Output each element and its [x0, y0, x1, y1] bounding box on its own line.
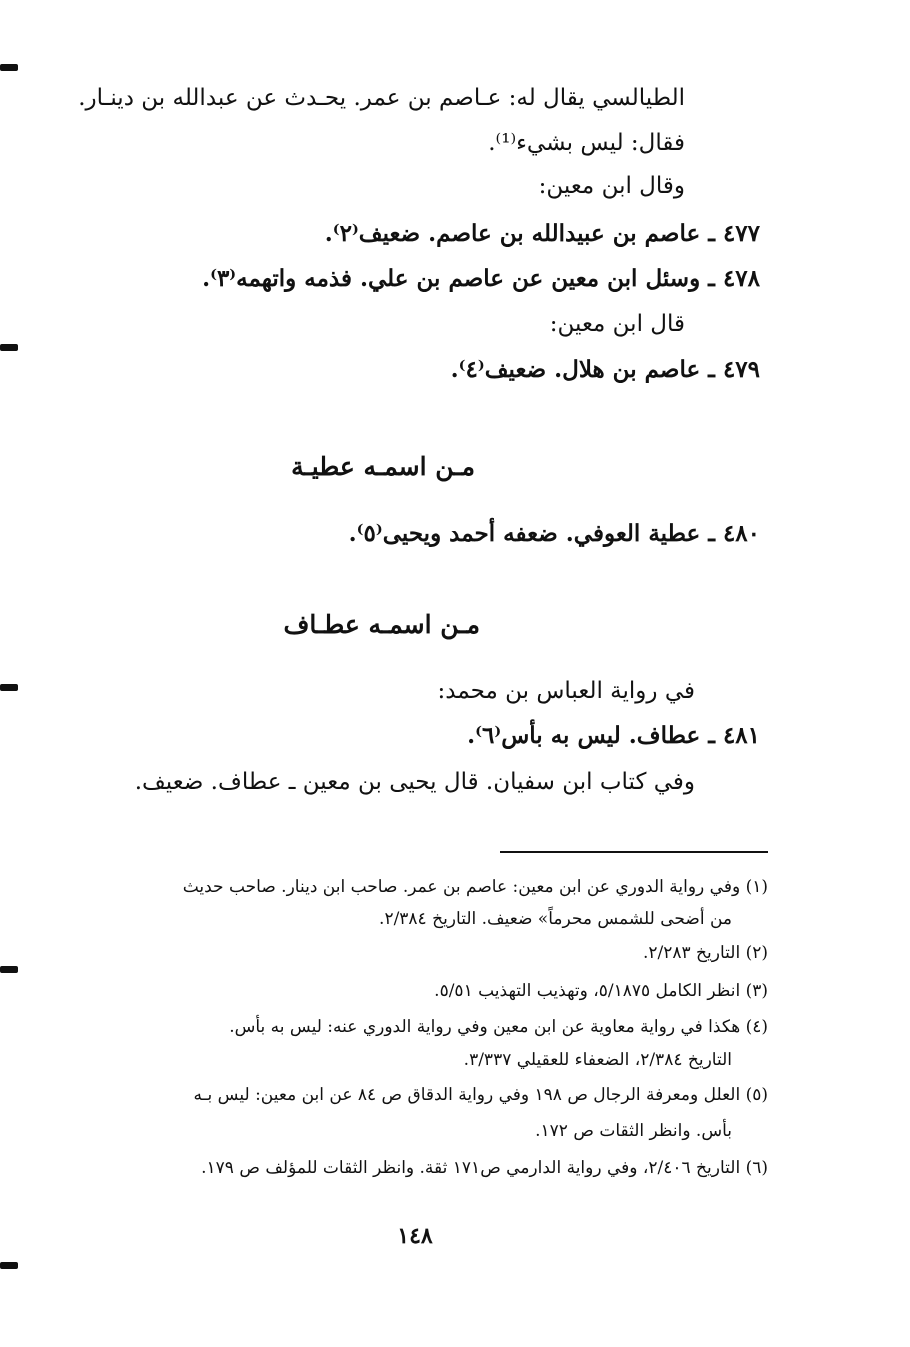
scan-edge-mark	[0, 1262, 18, 1269]
page-number: ١٤٨	[397, 1223, 433, 1249]
footnote: (٣) انظر الكامل ٥/١٨٧٥، وتهذيب التهذيب ٥/٥١.	[434, 981, 768, 1001]
body-line: وفي كتاب ابن سفيان. قال يحيى بن معين ـ عطاف. ضعيف.	[134, 769, 695, 795]
body-line: قال ابن معين:	[549, 311, 685, 337]
body-line: الطيالسي يقال له: عـاصم بن عمر. يحـدث عن عبدالله بن دينـار.	[78, 85, 685, 111]
footnote: (٦) التاريخ ٢/٤٠٦، وفي رواية الدارمي ص١٧١ ثقة. وانظر الثقات للمؤلف ص ١٧٩.	[201, 1158, 768, 1178]
footnote-separator	[500, 851, 768, 853]
footnote: (١) وفي رواية الدوري عن ابن معين: عاصم بن عمر. صاحب ابن دينار. صاحب حديث	[182, 877, 768, 897]
entry-477: ٤٧٧ ـ عاصم بن عبيدالله بن عاصم. ضعيف⁽٢⁾.	[324, 220, 760, 247]
footnote-continuation: بأس. وانظر الثقات ص ١٧٢.	[535, 1121, 732, 1141]
body-line: وقال ابن معين:	[538, 173, 685, 199]
entry-479: ٤٧٩ ـ عاصم بن هلال. ضعيف⁽٤⁾.	[450, 356, 760, 383]
footnote-continuation: التاريخ ٢/٣٨٤، الضعفاء للعقيلي ٣/٣٣٧.	[463, 1050, 732, 1070]
entry-480: ٤٨٠ ـ عطية العوفي. ضعفه أحمد ويحيى⁽٥⁾.	[348, 520, 760, 547]
footnote: (٥) العلل ومعرفة الرجال ص ١٩٨ وفي رواية الدقاق ص ٨٤ عن ابن معين: ليس بـه	[193, 1085, 768, 1105]
body-line: فقال: ليس بشيء⁽¹⁾.	[488, 130, 685, 156]
body-line: في رواية العباس بن محمد:	[437, 678, 695, 704]
section-heading: مـن اسمـه عطيـة	[291, 452, 475, 481]
entry-481: ٤٨١ ـ عطاف. ليس به بأس⁽٦⁾.	[467, 722, 760, 749]
entry-478: ٤٧٨ ـ وسئل ابن معين عن عاصم بن علي. فذمه واتهمه⁽٣⁾.	[202, 265, 760, 292]
scan-edge-mark	[0, 344, 18, 351]
scan-edge-mark	[0, 684, 18, 691]
section-heading: مـن اسمـه عطـاف	[283, 610, 480, 639]
footnote: (٢) التاريخ ٢/٢٨٣.	[642, 943, 768, 963]
scan-edge-mark	[0, 966, 18, 973]
scan-edge-mark	[0, 64, 18, 71]
footnote: (٤) هكذا في رواية معاوية عن ابن معين وفي رواية الدوري عنه: ليس به بأس.	[229, 1017, 768, 1037]
footnote-continuation: من أضحى للشمس محرماً» ضعيف. التاريخ ٢/٣٨٤.	[379, 909, 732, 929]
